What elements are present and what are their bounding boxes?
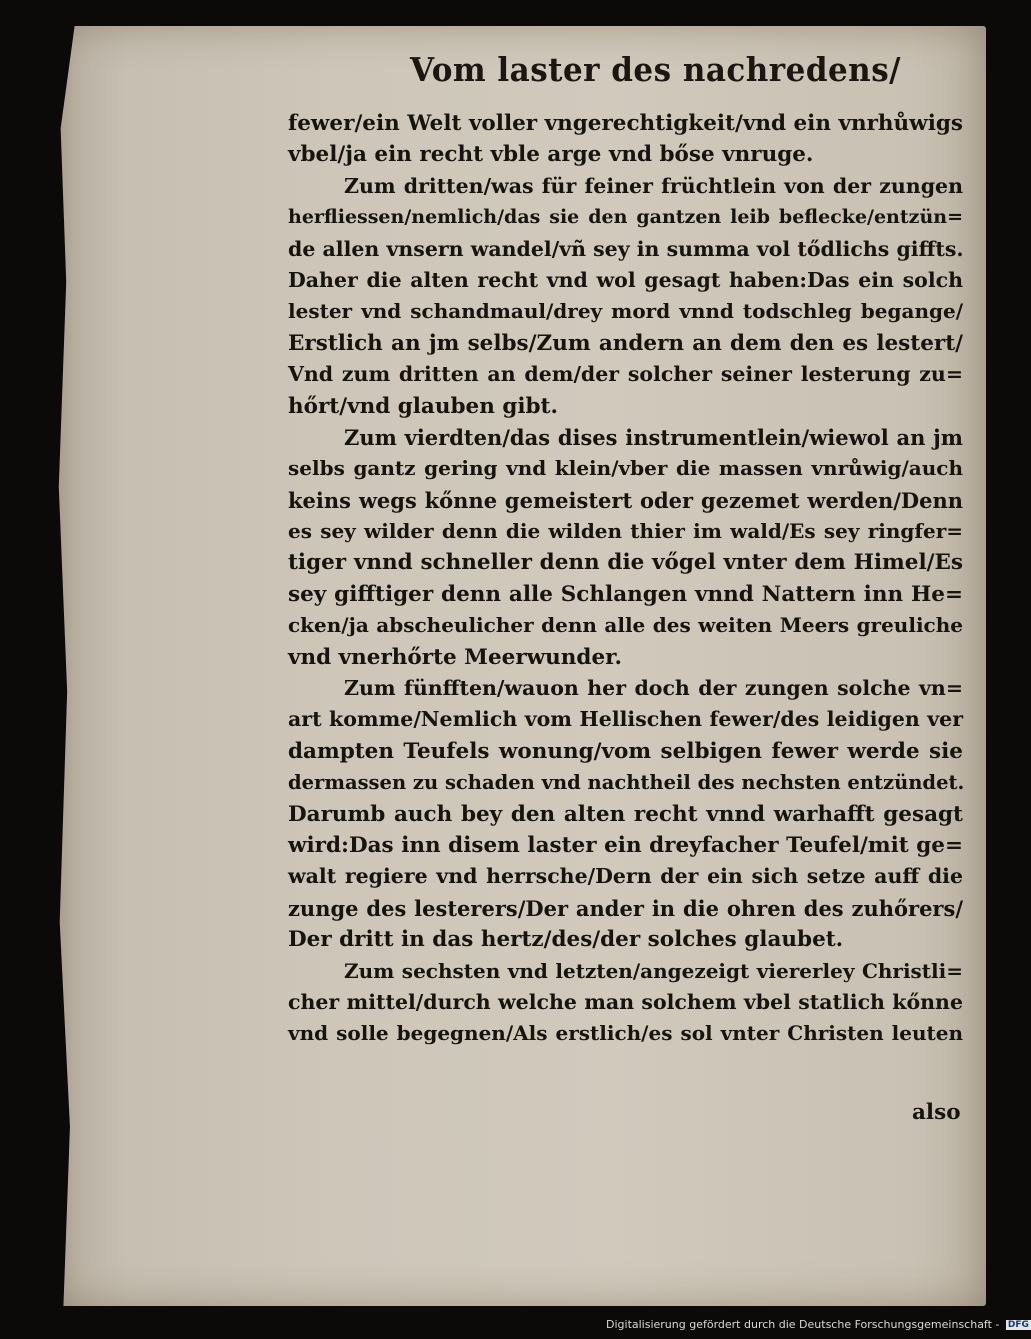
text-line: zunge des lesterers/Der ander in die ohren des zuhőrers/ (288, 895, 963, 921)
digitization-credit (606, 1318, 1031, 1331)
text-line: dampten Teufels wonung/vom selbigen fewer werde sie (288, 738, 963, 764)
text-line: cher mittel/durch welche man solchem vbel statlich kőnne (288, 989, 963, 1014)
text-line: de allen vnsern wandel/vñ sey in summa vol tődlichs giffts. (288, 236, 964, 261)
text-line: Darumb auch bey den alten recht vnnd warhafft gesagt (288, 801, 963, 827)
text-line: Erstlich an jm selbs/Zum andern an dem den es lestert/ (288, 330, 963, 356)
text-line: Zum sechsten vnd letzten/angezeigt viererley Christli= (344, 958, 963, 983)
text-line: hőrt/vnd glauben gibt. (288, 393, 558, 419)
text-line: fewer/ein Welt voller vngerechtigkeit/vnd ein vnrhůwigs (288, 111, 963, 136)
credit-text: Digitalisierung gefördert durch die Deutsche Forschungsgemeinschaft - (606, 1318, 1000, 1331)
text-line: es sey wilder denn die wilden thier im wald/Es sey ringfer= (288, 519, 963, 544)
text-line: lester vnd schandmaul/drey mord vnnd todschleg begange/ (288, 299, 963, 324)
body-text (288, 108, 963, 1050)
text-line: wird:Das inn disem laster ein dreyfacher Teufel/mit ge= (288, 832, 963, 858)
catchword: also (912, 1100, 961, 1125)
text-line: vnd solle begegnen/Als erstlich/es sol vnter Christen leuten (288, 1021, 963, 1046)
text-line: walt regiere vnd herrsche/Dern der ein sich setze auff die (288, 864, 963, 889)
text-line: Der dritt in das hertz/des/der solches glaubet. (288, 927, 844, 953)
text-line: vnd vnerhőrte Meerwunder. (288, 644, 622, 670)
text-line: herfliessen/nemlich/das sie den gantzen leib beflecke/entzün= (288, 206, 963, 229)
dfg-logo: DFG (1007, 1320, 1029, 1330)
text-line: Zum vierdten/das dises instrumentlein/wiewol an jm (344, 424, 963, 450)
text-line: selbs gantz gering vnd klein/vber die massen vnrůwig/auch (288, 456, 963, 481)
text-line: tiger vnnd schneller denn die vőgel vnter dem Himel/Es (288, 550, 963, 576)
text-line: vbel/ja ein recht vble arge vnd bőse vnruge. (288, 142, 814, 168)
text-line: Zum fünfften/wauon her doch der zungen solche vn= (344, 676, 963, 701)
text-line: dermassen zu schaden vnd nachtheil des nechsten entzündet. (288, 771, 965, 795)
text-line: Zum dritten/was für feiner früchtlein von der zungen (344, 173, 963, 198)
running-head: Vom laster des nachredens/ (410, 50, 901, 89)
text-line: cken/ja abscheulicher denn alle des weiten Meers greuliche (288, 613, 963, 638)
text-line: art komme/Nemlich vom Hellischen fewer/des leidigen ver (288, 707, 963, 732)
text-line: keins wegs kőnne gemeistert oder gezemet werden/Denn (288, 487, 963, 513)
text-line: Vnd zum dritten an dem/der solcher seiner lesterung zu= (288, 362, 963, 387)
text-line: sey gifftiger denn alle Schlangen vnnd Nattern inn He= (288, 581, 963, 607)
text-line: Daher die alten recht vnd wol gesagt haben:Das ein solch (288, 267, 963, 292)
